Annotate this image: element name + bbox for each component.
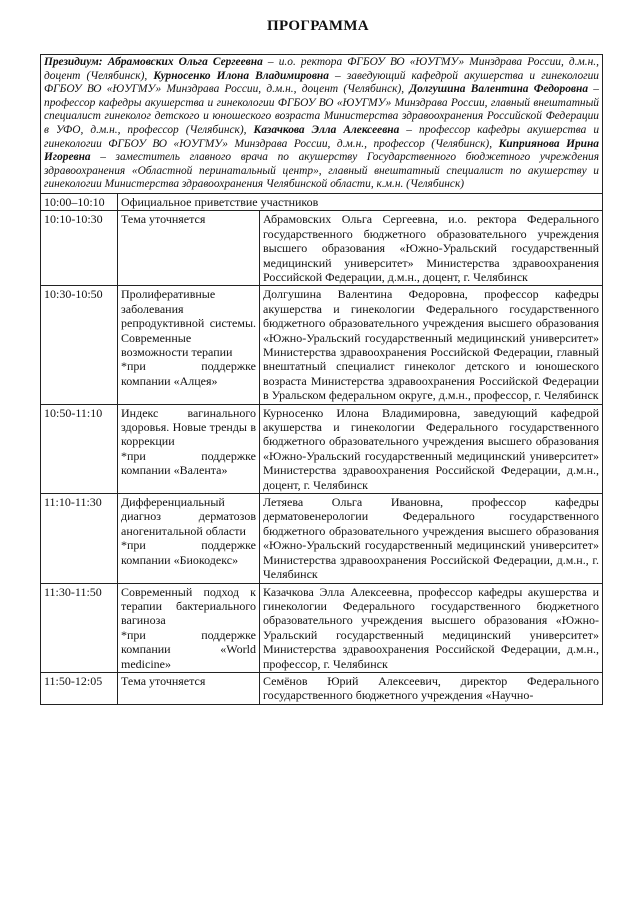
session-topic-cell — [118, 672, 260, 704]
presidium-member-desc: – заведующий кафедрой акушерства и гинекологии ФГБОУ ВО «ЮУГМУ» Минздрава России, д.м.н., доцент (Челябинск), — [44, 69, 600, 96]
session-time: 11:50-12:05 — [41, 672, 118, 704]
session-speaker: Курносенко Илона Владимировна, заведующий кафедрой акушерства и гинекологии Федерального государственного бюджетного образовательного учреждения высшего образования «Южно-Уральский государственный медицинский университет» Министерства здравоохранения Российской Федерации, д.м.н., доцент, г. Челябинск — [260, 404, 603, 493]
session-speaker: Летяева Ольга Ивановна, профессор кафедры дерматовенерологии Федерального государственного бюджетного образовательного учреждения высшего образования «Южно-Уральский государственный медицинский университет» Министерства здравоохранения Российской Федерации, д.м.н., г. Челябинск — [260, 494, 603, 583]
session-sponsor: *при поддержке компании «Алцея» — [121, 359, 256, 388]
session-row — [41, 211, 603, 286]
session-time: 10:50-11:10 — [41, 404, 118, 493]
session-row — [41, 583, 603, 672]
presidium-member-name: Долгушина Валентина Федоровна — [409, 83, 589, 96]
session-time: 10:10-10:30 — [41, 211, 118, 286]
session-topic-cell — [118, 494, 260, 583]
opening-time: 10:00–10:10 — [41, 193, 118, 210]
session-sponsor: *при поддержке компании «World medicine» — [121, 627, 256, 671]
opening-row — [41, 193, 603, 210]
session-topic-cell — [118, 286, 260, 404]
program-table — [40, 54, 603, 705]
session-speaker: Долгушина Валентина Федоровна, профессор кафедры акушерства и гинекологии Федерального государственного бюджетного образовательного учреждения высшего образования «Южно-Уральский государственный медицинский университет» Министерства здравоохранения Российской Федерации, главный внештатный специалист гинеколог детского и юношеского возраста Министерства здравоохранения Российской Федерации в Уральском федеральном округе, д.м.н., профессор, г. Челябинск — [260, 286, 603, 404]
session-sponsor: *при поддержке компании «Валента» — [121, 448, 256, 478]
session-time: 11:30-11:50 — [41, 583, 118, 672]
presidium-member-name: Киприянова Ирина Игоревна — [44, 137, 599, 164]
presidium-member-desc: – профессор кафедры акушерства и гинекологии ФГБОУ ВО «ЮУГМУ» Минздрава России, главный внештатный специалист гинеколог детского и юношеского возраста Министерства здравоохранения Российской Федерации в УФО, д.м.н., профессор (Челябинск), — [44, 83, 599, 136]
session-sponsor: *при поддержке компании «Биокодекс» — [121, 538, 256, 567]
session-topic-cell — [118, 583, 260, 672]
session-speaker: Семёнов Юрий Алексеевич, директор Федерального государственного бюджетного учреждения «Научно- — [260, 672, 603, 704]
presidium-member-desc: – заместитель главного врача по акушерству Государственного бюджетного учреждения здравоохранения «Областной перинатальный центр», главный внештатный специалист по акушерству и гинекологии Министерства здравоохранения Челябинской области, к.м.н. (Челябинск) — [44, 151, 599, 191]
presidium-row — [41, 55, 603, 194]
presidium-member-desc: – профессор кафедры акушерства и гинекологии ФГБОУ ВО «ЮУГМУ» Минздрава России, д.м.н., профессор (Челябинск), — [44, 123, 600, 150]
session-row — [41, 404, 603, 493]
session-topic-cell — [118, 211, 260, 286]
session-topic-cell — [118, 404, 260, 493]
session-speaker: Абрамовских Ольга Сергеевна, и.о. ректора Федерального государственного бюджетного образовательного учреждения высшего образования «Южно-Уральский государственный медицинский университет» Министерства здравоохранения Российской Федерации, д.м.н., доцент, г. Челябинск — [260, 211, 603, 286]
opening-text: Официальное приветствие участников — [118, 193, 603, 210]
session-row — [41, 286, 603, 404]
presidium-member-name: Казачкова Элла Алексеевна — [253, 123, 400, 136]
session-topic: Тема уточняется — [121, 673, 206, 688]
session-topic: Индекс вагинального здоровья. Новые тренды в коррекции — [121, 405, 256, 449]
presidium-member-name: Абрамовских Ольга Сергеевна — [107, 56, 263, 68]
session-speaker: Казачкова Элла Алексеевна, профессор кафедры акушерства и гинекологии Федерального государственного бюджетного образовательного учреждения высшего образования «Южно-Уральский государственный медицинский университет» Министерства здравоохранения Российской Федерации, д.м.н., профессор, г. Челябинск — [260, 583, 603, 672]
session-topic: Дифференциальный диагноз дерматозов аногенитальной области — [121, 495, 256, 538]
session-time: 10:30-10:50 — [41, 286, 118, 404]
session-row — [41, 494, 603, 583]
page-title: ПРОГРАММА — [267, 18, 369, 34]
presidium-member-desc: – и.о. ректора ФГБОУ ВО «ЮУГМУ» Минздрава России, д.м.н., доцент (Челябинск), — [44, 56, 599, 82]
presidium-cell — [41, 55, 603, 194]
session-topic: Современный подход к терапии бактериального вагиноза — [121, 584, 256, 628]
presidium-member-name: Курносенко Илона Владимировна — [153, 69, 329, 82]
session-topic: Тема уточняется — [121, 212, 206, 227]
presidium-label: Президиум: — [44, 56, 103, 68]
session-row — [41, 672, 603, 704]
session-topic: Пролиферативные заболевания репродуктивной системы. Современные возможности терапии — [121, 287, 256, 359]
session-time: 11:10-11:30 — [41, 494, 118, 583]
